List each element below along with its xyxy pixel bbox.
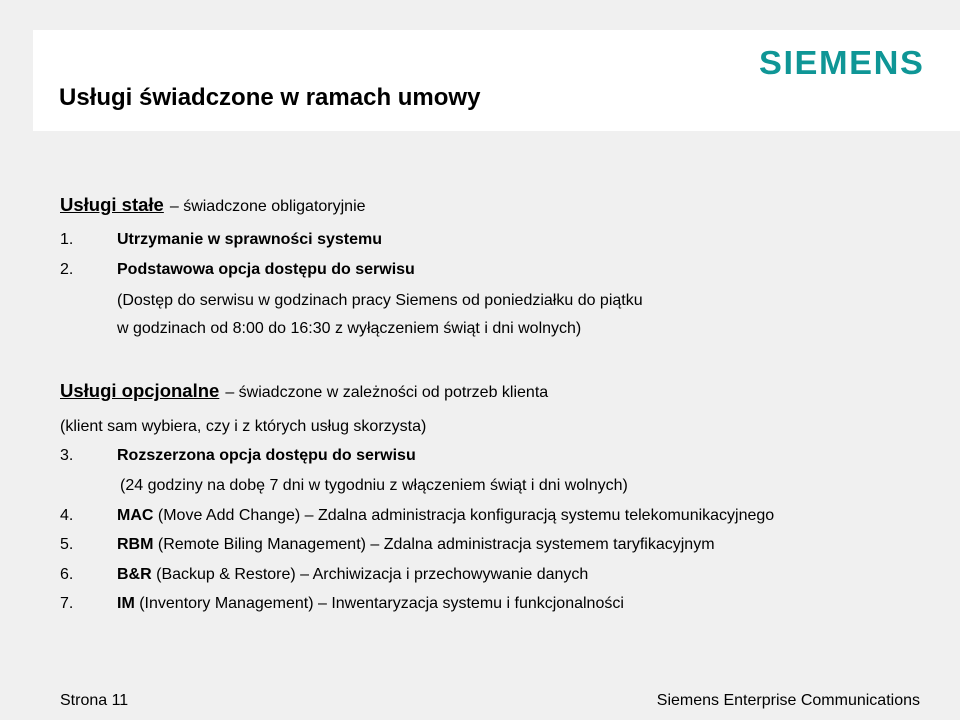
item-note-line: w godzinach od 8:00 do 16:30 z wyłączeniem świąt i dni wolnych) (117, 320, 582, 337)
item-title: Rozszerzona opcja dostępu do serwisu (117, 447, 416, 464)
section-fixed-services (60, 194, 366, 216)
item-title: Utrzymanie w sprawności systemu (117, 231, 382, 248)
section-description: – świadczone obligatoryjnie (169, 198, 366, 215)
item-note-line: (24 godziny na dobę 7 dni w tygodniu z włączeniem świąt i dni wolnych) (120, 477, 628, 494)
item-number: 3. (60, 447, 74, 464)
item-number: 5. (60, 536, 74, 553)
section-heading: Usługi stałe (60, 194, 164, 215)
item-description: (Move Add Change) – Zdalna administracja konfiguracją systemu telekomunikacyjnego (153, 507, 775, 524)
section-note: (klient sam wybiera, czy i z których usług skorzysta) (60, 418, 427, 435)
page-number: Strona 11 (60, 692, 129, 709)
item-abbr: IM (117, 595, 135, 612)
item-title: Podstawowa opcja dostępu do serwisu (117, 261, 415, 278)
section-description: – świadczone w zależności od potrzeb klienta (225, 384, 549, 401)
item-note-line: (Dostęp do serwisu w godzinach pracy Siemens od poniedziałku do piątku (117, 292, 643, 309)
section-heading: Usługi opcjonalne (60, 380, 220, 401)
item-abbr: RBM (117, 536, 154, 553)
item-number: 6. (60, 566, 74, 583)
page-title: Usługi świadczone w ramach umowy (59, 84, 481, 111)
footer-company: Siemens Enterprise Communications (656, 692, 920, 709)
item-number: 1. (60, 231, 74, 248)
section-optional-services (60, 380, 548, 402)
item-description: (Backup & Restore) – Archiwizacja i przechowywanie danych (151, 566, 589, 583)
item-number: 4. (60, 507, 74, 524)
item-abbr: MAC (117, 507, 154, 524)
item-description: (Remote Biling Management) – Zdalna administracja systemem taryfikacyjnym (153, 536, 715, 553)
item-description: (Inventory Management) – Inwentaryzacja systemu i funkcjonalności (134, 595, 624, 612)
item-number: 2. (60, 261, 74, 278)
item-number: 7. (60, 595, 74, 612)
siemens-logo: SIEMENS (759, 44, 925, 81)
item-abbr: B&R (117, 566, 152, 583)
